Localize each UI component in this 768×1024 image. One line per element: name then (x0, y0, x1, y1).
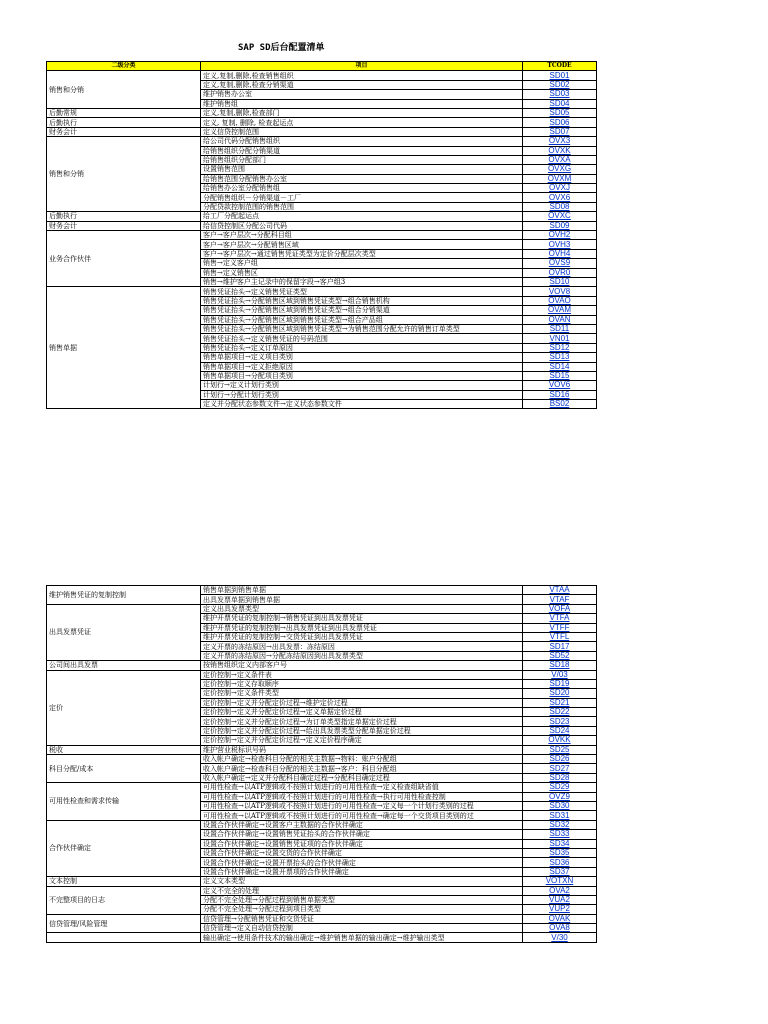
item-cell: 定义出具发票类型 (201, 604, 523, 613)
item-cell: 销售→维护客户主记录中的保留字段→客户组3 (201, 277, 523, 286)
page-title: SAP SD后台配置清单 (238, 43, 325, 53)
item-cell: 分配贷款控制范围的销售范围 (201, 202, 523, 211)
item-cell: 设置合作伙伴确定→设置销售凭证抬头的合作伙伴确定 (201, 830, 523, 839)
tcode-link[interactable]: SD34 (523, 839, 597, 848)
item-cell: 可用性检查→以ATP逻辑或不按照计划进行的可用性检查→定义检查组缺省值 (201, 783, 523, 792)
category-cell: 后勤执行 (47, 212, 201, 221)
table-row (47, 137, 597, 146)
item-cell: 销售凭证抬头→分配销售区域到销售凭证类型→组合分销渠道 (201, 306, 523, 315)
item-cell: 设置合作伙伴确定→设置销售凭证项的合作伙伴确定 (201, 839, 523, 848)
item-cell: 定价控制→定义并分配定价过程→给出具发票类型分配单据定价过程 (201, 726, 523, 735)
item-cell: 销售单据到销售单据 (201, 586, 523, 595)
config-table-1 (46, 61, 597, 409)
item-cell: 定义, 复制, 删除, 检查起运点 (201, 118, 523, 127)
tcode-link[interactable]: OVX3 (523, 137, 597, 146)
tcode-link[interactable]: OVKK (523, 736, 597, 745)
item-cell: 设置合作伙伴确定→设置开票项的合作伙伴确定 (201, 867, 523, 876)
tcode-link[interactable]: V/30 (523, 933, 597, 942)
tcode-link[interactable]: SD27 (523, 764, 597, 773)
tcode-link[interactable]: SD37 (523, 867, 597, 876)
tcode-link[interactable]: VUP2 (523, 905, 597, 914)
table-row (47, 783, 597, 792)
tcode-link[interactable]: OVAK (523, 914, 597, 923)
tcode-link[interactable]: VOFA (523, 604, 597, 613)
category-cell (47, 933, 201, 942)
table-row (47, 221, 597, 230)
item-cell: 给信贷控制区分配公司代码 (201, 221, 523, 230)
tcode-link[interactable]: SD35 (523, 848, 597, 857)
tcode-link[interactable]: OVXM (523, 174, 597, 183)
tcode-link[interactable]: SD28 (523, 773, 597, 782)
tcode-link[interactable]: OVXJ (523, 184, 597, 193)
tcode-link[interactable]: SD29 (523, 783, 597, 792)
item-cell: 给工厂分配起运点 (201, 212, 523, 221)
item-cell: 信贷管理→分配销售凭证和交货凭证 (201, 914, 523, 923)
tcode-link[interactable]: SD24 (523, 726, 597, 735)
category-cell: 科目分配/成本 (47, 755, 201, 783)
category-cell: 定价 (47, 670, 201, 745)
category-cell: 出具发票凭证 (47, 604, 201, 660)
tcode-link[interactable]: SD01 (523, 71, 597, 80)
tcode-link[interactable]: SD21 (523, 698, 597, 707)
item-cell: 销售单据项目→定义项目类别 (201, 353, 523, 362)
config-table-2 (46, 585, 597, 943)
tcode-link[interactable]: VOTXN (523, 877, 597, 886)
table-row (47, 586, 597, 595)
table-row (47, 108, 597, 117)
tcode-link[interactable]: SD17 (523, 642, 597, 651)
item-cell: 给销售办公室分配销售组 (201, 184, 523, 193)
category-cell: 维护销售凭证的复制控制 (47, 586, 201, 605)
item-cell: 定义,复制,删除,检查分销渠道 (201, 80, 523, 89)
table-row (47, 877, 597, 886)
tcode-link[interactable]: SD07 (523, 127, 597, 136)
tcode-link[interactable]: OVS9 (523, 259, 597, 268)
tcode-link[interactable]: VN01 (523, 334, 597, 343)
table-row (47, 604, 597, 613)
tcode-link[interactable]: OVH3 (523, 240, 597, 249)
item-cell: 设置销售范围 (201, 165, 523, 174)
tcode-link[interactable]: SD32 (523, 820, 597, 829)
item-cell: 维护开票凭证的复制控制→出具发票凭证到出具发票凭证 (201, 623, 523, 632)
tcode-link[interactable]: SD02 (523, 80, 597, 89)
tcode-link[interactable]: SD08 (523, 202, 597, 211)
tcode-link[interactable]: SD14 (523, 362, 597, 371)
item-cell: 可用性检查→以ATP逻辑或不按照计划进行的可用性检查→执行可用性检查控制 (201, 792, 523, 801)
item-cell: 定价控制→定义存取顺序 (201, 679, 523, 688)
tcode-link[interactable]: SD13 (523, 353, 597, 362)
item-cell: 销售凭证抬头→分配销售区域到销售凭证类型→组合销售机构 (201, 296, 523, 305)
tcode-link[interactable]: BS02 (523, 400, 597, 409)
item-cell: 客户→客户层次→分配科目组 (201, 231, 523, 240)
item-cell: 销售单据项目→分配项目类别 (201, 371, 523, 380)
tcode-link[interactable]: V/03 (523, 670, 597, 679)
tcode-link[interactable]: OVH2 (523, 231, 597, 240)
tcode-link[interactable]: SD36 (523, 858, 597, 867)
item-cell: 定义信贷控制范围 (201, 127, 523, 136)
header-tcode: TCODE (523, 62, 597, 71)
tcode-link[interactable]: SD26 (523, 755, 597, 764)
item-cell: 维护开票凭证的复制控制→交货凭证到出具发票凭证 (201, 632, 523, 641)
table-row (47, 886, 597, 895)
tcode-link[interactable]: SD04 (523, 99, 597, 108)
tcode-link[interactable]: OVXK (523, 146, 597, 155)
tcode-link[interactable]: VTAA (523, 586, 597, 595)
tcode-link[interactable]: SD06 (523, 118, 597, 127)
tcode-link[interactable]: SD10 (523, 277, 597, 286)
item-cell: 给销售组织分配部门 (201, 155, 523, 164)
tcode-link[interactable]: VTAF (523, 595, 597, 604)
category-cell: 后勤常规 (47, 108, 201, 117)
tcode-link[interactable]: VTFA (523, 614, 597, 623)
table-row (47, 745, 597, 754)
tcode-link[interactable]: SD19 (523, 679, 597, 688)
item-cell: 分配不完全处理→分配过程到销售单据类型 (201, 895, 523, 904)
item-cell: 销售凭证抬头→分配销售区域到销售凭证类型→组合产品组 (201, 315, 523, 324)
item-cell: 定价控制→定义并分配定价过程→定义单据定价过程 (201, 708, 523, 717)
table-row (47, 287, 597, 296)
tcode-link[interactable]: OVAN (523, 315, 597, 324)
item-cell: 维护开票凭证的复制控制→销售凭证到出具发票凭证 (201, 614, 523, 623)
tcode-link[interactable]: SD15 (523, 371, 597, 380)
item-cell: 可用性检查→以ATP逻辑或不按照计划进行的可用性检查→确定每一个交货项目类别的过 (201, 811, 523, 820)
tcode-link[interactable]: OVAO (523, 296, 597, 305)
item-cell: 客户→客户层次→分配销售区域 (201, 240, 523, 249)
table-row (47, 820, 597, 829)
tcode-link[interactable]: SD05 (523, 108, 597, 117)
item-cell: 给公司代码分配销售组织 (201, 137, 523, 146)
tcode-link[interactable]: VTFF (523, 623, 597, 632)
tcode-link[interactable]: OVZ9 (523, 792, 597, 801)
item-cell: 设置合作伙伴确定→设置开票抬头的合作伙伴确定 (201, 858, 523, 867)
table-row (47, 755, 597, 764)
category-cell: 合作伙伴确定 (47, 820, 201, 876)
item-cell: 维护营业税标识号码 (201, 745, 523, 754)
item-cell: 维护销售办公室 (201, 90, 523, 99)
table-header (47, 62, 597, 71)
item-cell: 出具发票单据到销售单据 (201, 595, 523, 604)
item-cell: 设置合作伙伴确定→设置交货的合作伙伴确定 (201, 848, 523, 857)
item-cell: 维护销售组 (201, 99, 523, 108)
table-row (47, 231, 597, 240)
item-cell: 给销售范围分配销售办公室 (201, 174, 523, 183)
tcode-link[interactable]: OVR0 (523, 268, 597, 277)
tcode-link[interactable]: SD23 (523, 717, 597, 726)
tcode-link[interactable]: SD11 (523, 324, 597, 333)
category-cell: 财务会计 (47, 127, 201, 136)
tcode-link[interactable]: SD03 (523, 90, 597, 99)
category-cell: 财务会计 (47, 221, 201, 230)
item-cell: 分配销售组织－分销渠道－工厂 (201, 193, 523, 202)
item-cell: 定义开票的冻结原因→分配冻结原因到出具发票类型 (201, 651, 523, 660)
item-cell: 定价控制→定义条件表 (201, 670, 523, 679)
item-cell: 定义开票的冻结原因→出具发票：冻结原因 (201, 642, 523, 651)
tcode-link[interactable]: OVA8 (523, 924, 597, 933)
item-cell: 信贷管理→定义自动信贷控制 (201, 924, 523, 933)
tcode-link[interactable]: SD16 (523, 390, 597, 399)
tcode-link[interactable]: SD18 (523, 661, 597, 670)
item-cell: 销售→定义销售区 (201, 268, 523, 277)
category-cell: 销售单据 (47, 287, 201, 409)
item-cell: 定价控制→定义并分配定价过程→维护定价过程 (201, 698, 523, 707)
item-cell: 给销售组织分配分销渠道 (201, 146, 523, 155)
item-cell: 收入帐户确定→检查科目分配的相关主数据→客户：科目分配组 (201, 764, 523, 773)
category-cell: 税收 (47, 745, 201, 754)
item-cell: 分配不完全处理→分配过程到项目类型 (201, 905, 523, 914)
item-cell: 按销售组织定义内部客户号 (201, 661, 523, 670)
item-cell: 定价控制→定义并分配定价过程→定义定价程序确定 (201, 736, 523, 745)
table-row (47, 118, 597, 127)
item-cell: 输出确定→使用条件技术的输出确定→维护销售单据的输出确定→维护输出类型 (201, 933, 523, 942)
tcode-link[interactable]: OVXC (523, 212, 597, 221)
tcode-link[interactable]: VUA2 (523, 895, 597, 904)
item-cell: 客户→客户层次→通过销售凭证类型为定价分配层次类型 (201, 249, 523, 258)
tcode-link[interactable]: SD22 (523, 708, 597, 717)
category-cell: 公司间出具发票 (47, 661, 201, 670)
tcode-link[interactable]: SD30 (523, 801, 597, 810)
item-cell: 销售凭证抬头→定义销售凭证类型 (201, 287, 523, 296)
tcode-link[interactable]: SD20 (523, 689, 597, 698)
category-cell: 不完整项目的日志 (47, 886, 201, 914)
tcode-link[interactable]: OVXG (523, 165, 597, 174)
tcode-link[interactable]: OVXA (523, 155, 597, 164)
tcode-link[interactable]: OVH4 (523, 249, 597, 258)
category-cell: 销售和分销 (47, 137, 201, 212)
header-category: 二级分类 (47, 62, 201, 71)
table-row (47, 933, 597, 942)
tcode-link[interactable]: VOV8 (523, 287, 597, 296)
item-cell: 销售凭证抬头→定义订单原因 (201, 343, 523, 352)
item-cell: 销售单据项目→定义拒绝原因 (201, 362, 523, 371)
item-cell: 销售凭证抬头→分配销售区域到销售凭证类型→为销售范围分配允许的销售订单类型 (201, 324, 523, 333)
tcode-link[interactable]: SD12 (523, 343, 597, 352)
category-cell: 业务合作伙伴 (47, 231, 201, 287)
item-cell: 销售→定义客户组 (201, 259, 523, 268)
item-cell: 定义,复制,删除,检查部门 (201, 108, 523, 117)
tcode-link[interactable]: OVX6 (523, 193, 597, 202)
item-cell: 定义不完全的处理 (201, 886, 523, 895)
item-cell: 设置合作伙伴确定→设置客户主数据的合作伙伴确定 (201, 820, 523, 829)
item-cell: 可用性检查→以ATP逻辑或不按照计划进行的可用性检查→定义每一个计划行类别的过程 (201, 801, 523, 810)
item-cell: 收入帐户确定→检查科目分配的相关主数据→物料：账户分配组 (201, 755, 523, 764)
tcode-link[interactable]: SD09 (523, 221, 597, 230)
tcode-link[interactable]: SD52 (523, 651, 597, 660)
category-cell: 文本控制 (47, 877, 201, 886)
tcode-link[interactable]: OVA2 (523, 886, 597, 895)
item-cell: 定价控制→定义并分配定价过程→为订单类型指定单据定价过程 (201, 717, 523, 726)
item-cell: 销售凭证抬头→定义销售凭证的号码范围 (201, 334, 523, 343)
tcode-link[interactable]: VOV6 (523, 381, 597, 390)
table-row (47, 71, 597, 80)
tcode-link[interactable]: SD31 (523, 811, 597, 820)
table-row (47, 127, 597, 136)
category-cell: 可用性检查和需求传输 (47, 783, 201, 821)
table-row (47, 212, 597, 221)
header-item: 项目 (201, 62, 523, 71)
category-cell: 信贷管理/风险管理 (47, 914, 201, 933)
item-cell: 计划行→分配计划行类别 (201, 390, 523, 399)
item-cell: 定价控制→定义条件类型 (201, 689, 523, 698)
item-cell: 计划行→定义计划行类别 (201, 381, 523, 390)
tcode-link[interactable]: VTFL (523, 632, 597, 641)
tcode-link[interactable]: OVAM (523, 306, 597, 315)
tcode-link[interactable]: SD33 (523, 830, 597, 839)
item-cell: 定义文本类型 (201, 877, 523, 886)
table-row (47, 661, 597, 670)
category-cell: 销售和分销 (47, 71, 201, 109)
item-cell: 收入帐户确定→定义并分配科目确定过程→分配科目确定过程 (201, 773, 523, 782)
table-row (47, 914, 597, 923)
table-row (47, 670, 597, 679)
item-cell: 定义,复制,删除,检查销售组织 (201, 71, 523, 80)
item-cell: 定义并分配状态参数文件→定义状态参数文件 (201, 400, 523, 409)
tcode-link[interactable]: SD25 (523, 745, 597, 754)
category-cell: 后勤执行 (47, 118, 201, 127)
